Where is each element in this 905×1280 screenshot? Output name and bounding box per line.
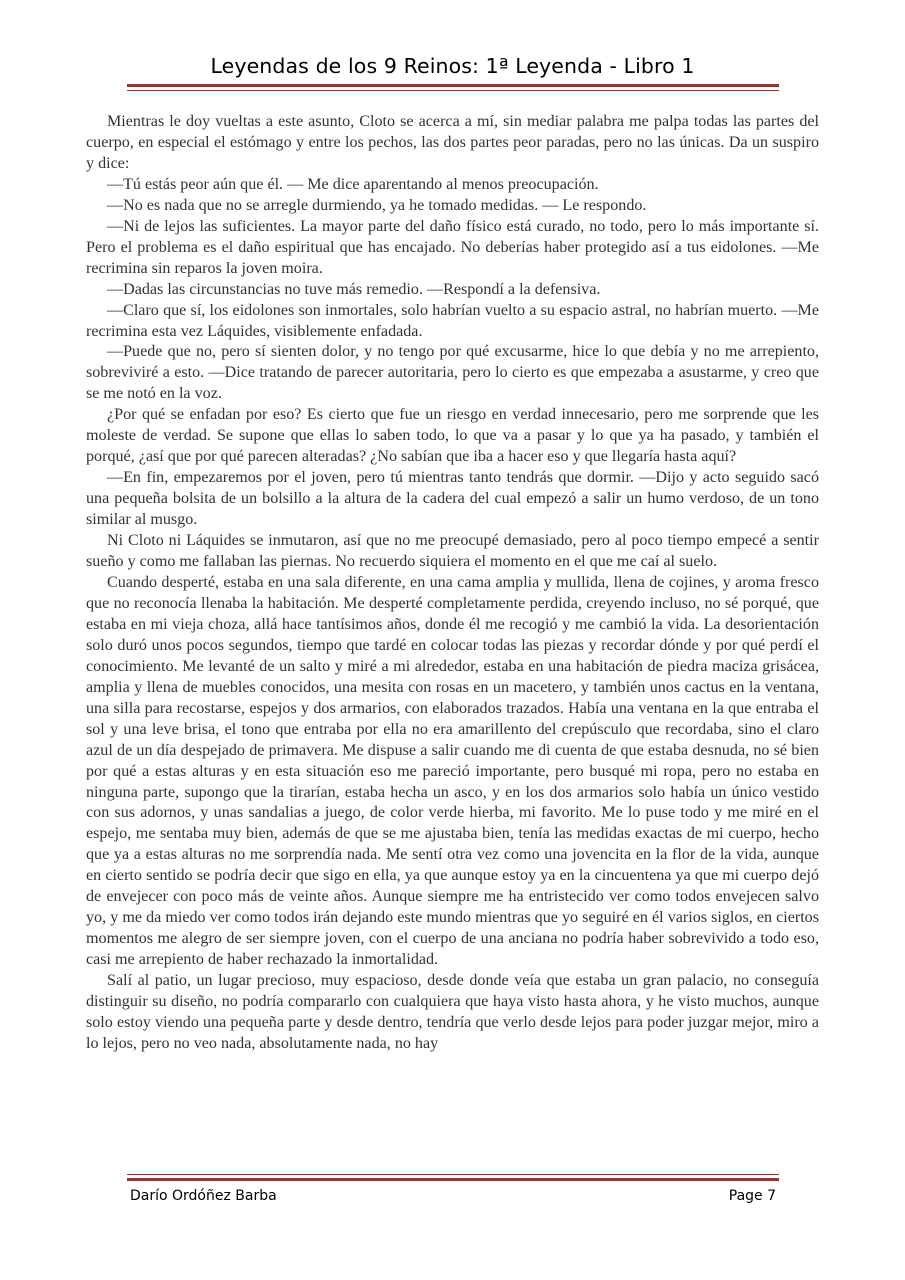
footer-author: Darío Ordóñez Barba (130, 1188, 277, 1204)
page-body (86, 112, 819, 1055)
paragraph: —Ni de lejos las suficientes. La mayor parte del daño físico está curado, no todo, pero lo más importante sí. Pero el problema es el daño espiritual que has encajado. No deberías haber protegido así a tus eidolones. —Me recrimina sin reparos la joven moira. (86, 217, 819, 277)
paragraph: —Claro que sí, los eidolones son inmortales, solo habrían vuelto a su espacio astral, no habrían muerto. —Me recrimina esta vez Láquides, visiblemente enfadada. (86, 301, 819, 340)
paragraph: Mientras le doy vueltas a este asunto, Cloto se acerca a mí, sin mediar palabra me palpa todas las partes del cuerpo, en especial el estómago y entre los pechos, las dos partes peor paradas, pero no las únicas. Da un suspiro y dice: (86, 113, 819, 172)
paragraph: —Puede que no, pero sí sienten dolor, y no tengo por qué excusarme, hice lo que debía y no me arrepiento, sobreviviré a esto. —Dice tratando de parecer autoritaria, pero lo cierto es que empezaba a asustarme, y creo que se me notó en la voz. (86, 343, 819, 403)
paragraph: Cuando desperté, estaba en una sala diferente, en una cama amplia y mullida, llena de cojines, y aroma fresco que no reconocía llenaba la habitación. Me desperté completamente perdida, creyendo incluso, no sé porqué, que estaba en mi vieja choza, allá hace tantísimos años, donde él me recogió y me cambió la vida. La desorientación solo duró unos pocos segundos, tiempo que tardé en colocar todas las piezas y recordar dónde y por qué perdí el conocimiento. Me levanté de un salto y miré a mi alrededor, estaba en una habitación de piedra maciza grisácea, amplia y llena de muebles conocidos, una mesita con rosas en un macetero, y también unos cactus en la ventana, una silla para recostarse, espejos y dos armarios, con elaborados trazados. Había una ventana en la que entraba el sol y una leve brisa, el tono que entraba por ella no era amarillento del crepúsculo que recordaba, sino el claro azul de un día despejado de primavera. Me dispuse a salir cuando me di cuenta de que estaba desnuda, no sé bien por qué a estas alturas y en esta situación eso me pareció importante, pero busqué mi ropa, pero no estaba en ninguna parte, supongo que la tirarían, estaba hecha un asco, y en los dos armarios solo había un único vestido con sus adornos, y unas sandalias a juego, de color verde hierba, mi favorito. Me lo puse todo y me miré en el espejo, me sentaba muy bien, además de que se me ajustaba bien, tenía las medidas exactas de mi cuerpo, hecho que ya a estas alturas no me sorprendía nada. Me sentí otra vez como una jovencita en la flor de la vida, aunque en cierto sentido se podría decir que sigo en ella, ya que aunque estoy ya en la cincuentena ya que mi cuerpo dejó de envejecer con poco más de veinte años. Aunque siempre me ha entristecido ver como todos envejecen salvo yo, y me da miedo ver como todos irán dejando este mundo mientras que yo seguiré en él varios siglos, en ciertos momentos me alegro de ser siempre joven, con el cuerpo de una anciana no podría haber sobrevivido a todo eso, casi me arrepiento de haber rechazado la inmortalidad. (86, 573, 819, 969)
paragraph: —En fin, empezaremos por el joven, pero tú mientras tanto tendrás que dormir. —Dijo y acto seguido sacó una pequeña bolsita de un bolsillo a la altura de la cadera del cual empezó a salir un humo verdoso, de un tono similar al musgo. (86, 469, 819, 529)
paragraph: —Dadas las circunstancias no tuve más remedio. —Respondí a la defensiva. (107, 280, 601, 298)
header-rule-thin (127, 90, 779, 91)
header-rule-thick (127, 84, 779, 87)
paragraph: Salí al patio, un lugar precioso, muy espacioso, desde donde veía que estaba un gran palacio, no conseguía distinguir su diseño, no podría compararlo con cualquiera que haya visto hasta ahora, y he visto muchos, aunque solo estoy viendo una pequeña parte y desde dentro, tendría que verlo desde lejos para poder juzgar mejor, miro a lo lejos, pero no veo nada, absolutamente nada, no hay (86, 972, 819, 1052)
running-header-title: Leyendas de los 9 Reinos: 1ª Leyenda - Libro 1 (210, 54, 695, 78)
footer-page-number: Page 7 (728, 1188, 776, 1204)
paragraph: —No es nada que no se arregle durmiendo, ya he tomado medidas. — Le respondo. (107, 196, 647, 214)
paragraph: Ni Cloto ni Láquides se inmutaron, así que no me preocupé demasiado, pero al poco tiempo empecé a sentir sueño y como me fallaban las piernas. No recuerdo siquiera el momento en el que me caí al suelo. (86, 532, 819, 571)
footer-rule-thick (127, 1178, 779, 1181)
paragraph: —Tú estás peor aún que él. — Me dice aparentando al menos preocupación. (107, 175, 599, 193)
footer-rule-thin (127, 1174, 779, 1175)
paragraph: ¿Por qué se enfadan por eso? Es cierto que fue un riesgo en verdad innecesario, pero me sorprende que les moleste de verdad. Se supone que ellas lo saben todo, lo que va a pasar y lo que ya ha pasado, y también el porqué, ¿así que por qué parecen alteradas? ¿No sabían que iba a hacer eso y que llegaría hasta aquí? (86, 406, 819, 466)
